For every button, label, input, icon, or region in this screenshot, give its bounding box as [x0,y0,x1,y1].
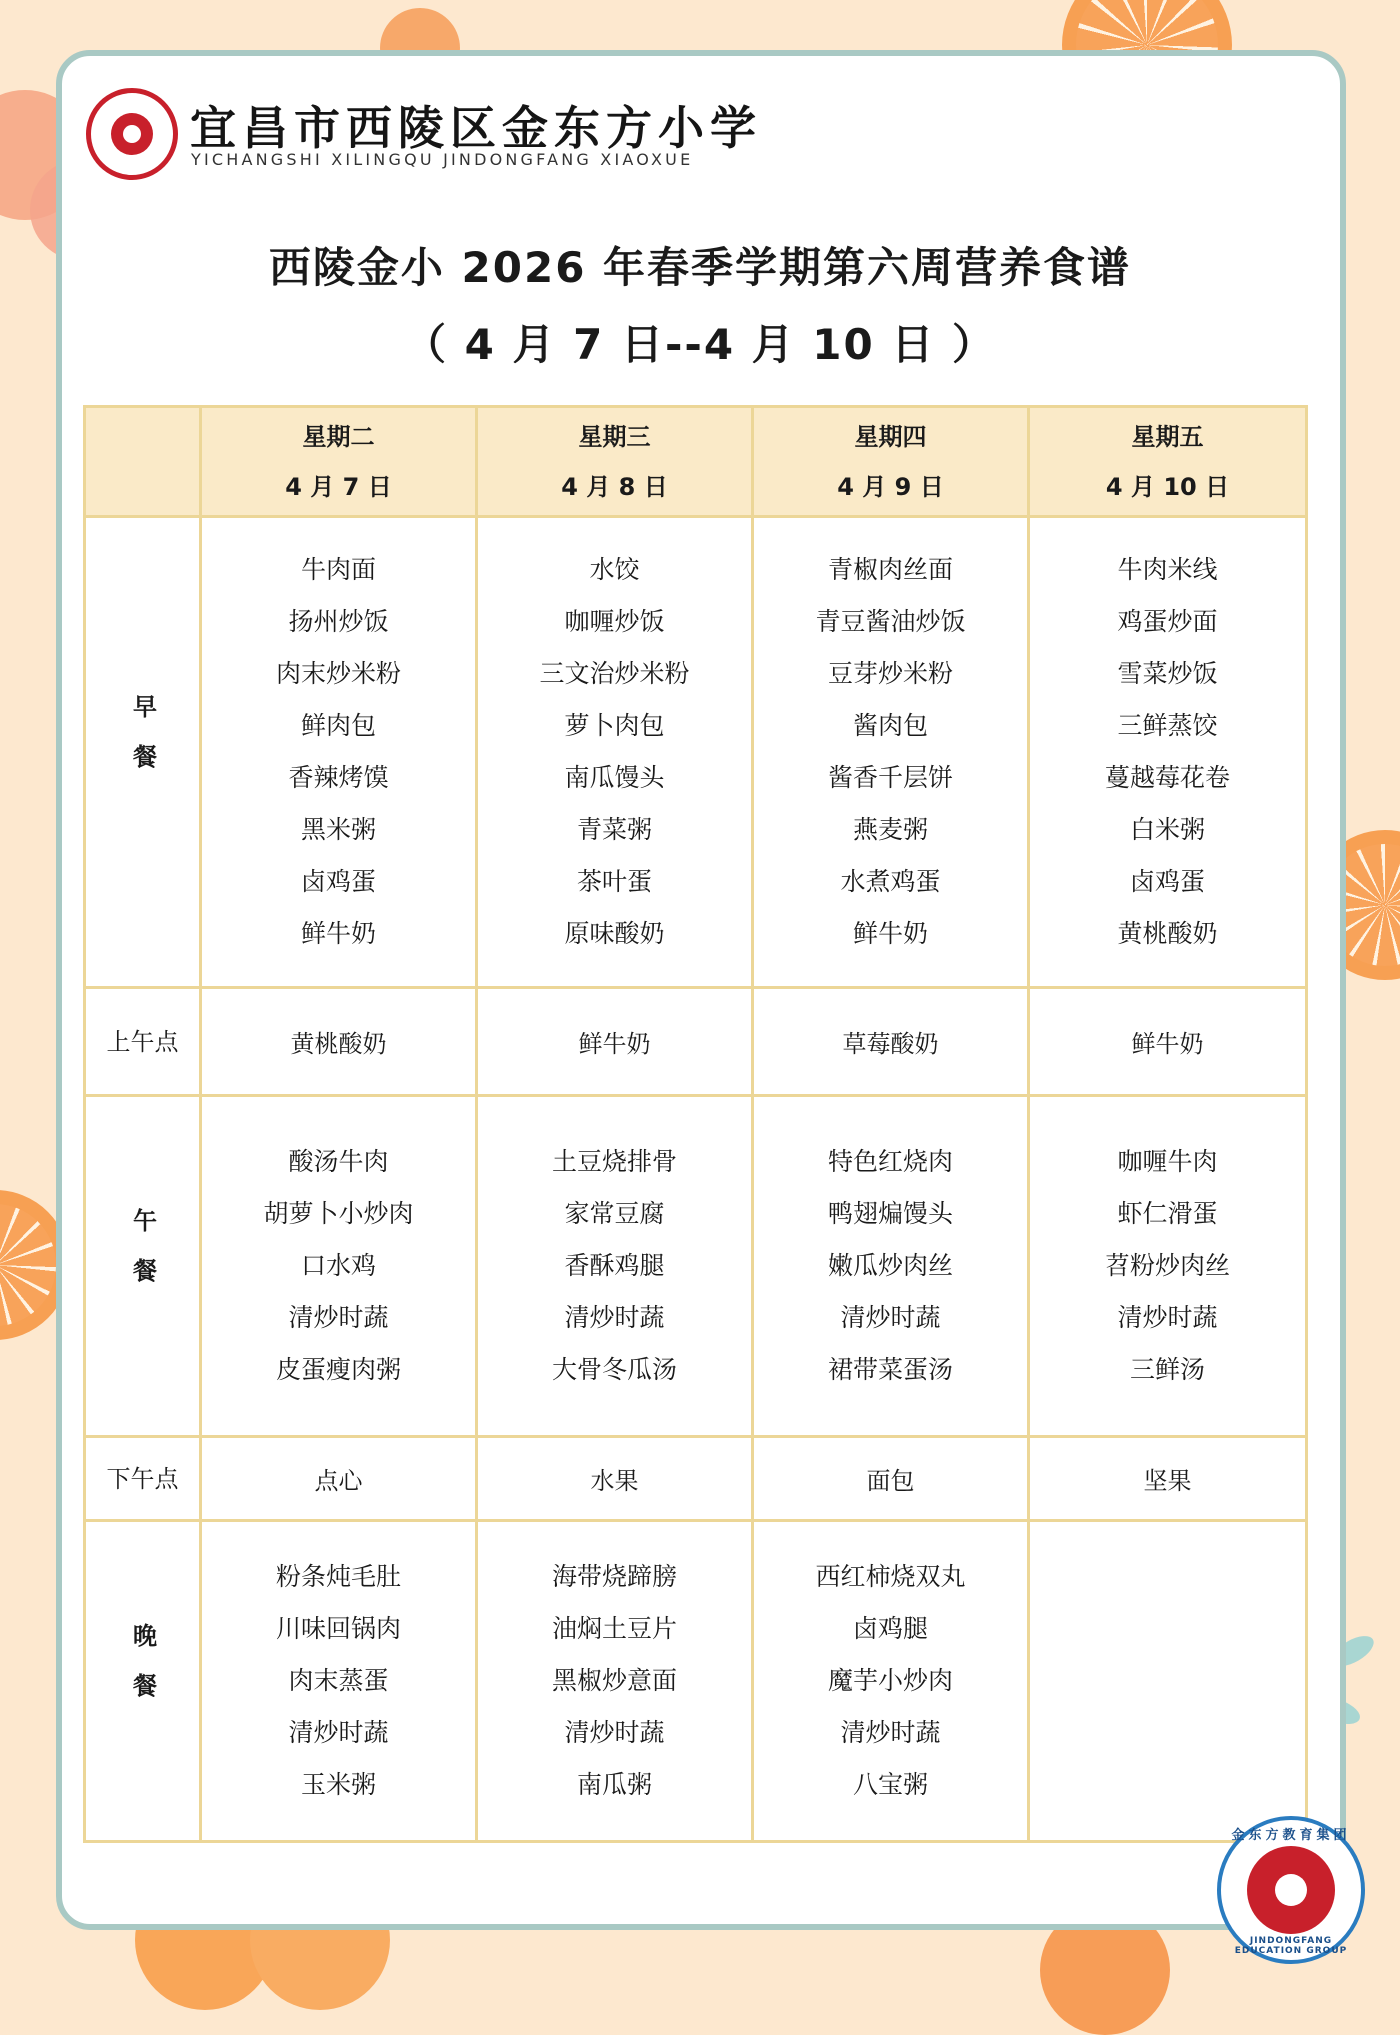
group-logo-icon [1247,1846,1335,1934]
dish: 青菜粥 [576,815,652,845]
dish: 清炒时蔬 [564,1303,665,1333]
group-logo [1217,1816,1365,1964]
snack-cell: 黄桃酸奶 [201,988,477,1096]
school-name-cn: 宜昌市西陵区金东方小学 [190,101,762,155]
dish-cell [477,517,753,988]
snack-cell: 点心 [201,1437,477,1521]
dish: 清炒时蔬 [840,1718,941,1748]
meal-label-text: 午餐 [128,1207,157,1308]
dish: 燕麦粥 [852,815,928,845]
meal-label-text: 晚餐 [128,1622,157,1723]
dish: 鲜牛奶 [300,919,376,949]
meal-label-breakfast [85,517,201,988]
dish: 牛肉面 [300,555,376,585]
day-weekday: 星期四 [854,422,927,451]
dish-cell [753,1096,1029,1437]
snack-cell: 鲜牛奶 [1029,988,1307,1096]
dinner-row [85,1521,1307,1842]
dish: 八宝粥 [852,1770,928,1800]
dish: 清炒时蔬 [288,1303,389,1333]
snack-cell: 草莓酸奶 [753,988,1029,1096]
dish: 口水鸡 [300,1251,376,1281]
snack-cell: 水果 [477,1437,753,1521]
header-corner [85,407,201,517]
dish: 酱香千层饼 [827,763,953,793]
dish: 蔓越莓花卷 [1104,763,1230,793]
meal-label-morning-snack: 上午点 [85,988,201,1096]
dish-cell [1029,1096,1307,1437]
dish: 卤鸡蛋 [1129,867,1205,897]
dish: 大骨冬瓜汤 [551,1355,677,1385]
dish: 鲜牛奶 [852,919,928,949]
dish: 水煮鸡蛋 [840,867,941,897]
day-date: 4 月 10 日 [1105,472,1230,501]
dish: 家常豆腐 [564,1199,665,1229]
school-logo [86,88,178,180]
lunch-row [85,1096,1307,1437]
dish-cell [753,517,1029,988]
day-weekday: 星期二 [302,422,375,451]
day-weekday: 星期三 [578,422,651,451]
dish: 清炒时蔬 [840,1303,941,1333]
dish: 香辣烤馍 [288,763,389,793]
dish: 清炒时蔬 [1117,1303,1218,1333]
day-date: 4 月 7 日 [285,472,392,501]
dish: 苕粉炒肉丝 [1104,1251,1230,1281]
day-header [201,407,477,517]
dish-cell [1029,1521,1307,1842]
group-logo-text-cn: 金东方教育集团 [1231,1828,1351,1843]
dish: 南瓜馒头 [564,763,665,793]
dish: 萝卜肉包 [564,711,665,741]
dish: 南瓜粥 [576,1770,652,1800]
dish: 黄桃酸奶 [1117,919,1218,949]
dish-cell [753,1521,1029,1842]
dish: 豆芽炒米粉 [827,659,953,689]
meal-label-dinner [85,1521,201,1842]
snack-cell: 坚果 [1029,1437,1307,1521]
meal-label-text: 早餐 [128,693,157,794]
dish: 黑椒炒意面 [551,1666,677,1696]
dish: 三鲜蒸饺 [1117,711,1218,741]
dish: 油焖土豆片 [551,1614,677,1644]
dish: 茶叶蛋 [576,867,652,897]
dish: 清炒时蔬 [288,1718,389,1748]
dish: 肉末炒米粉 [275,659,401,689]
dish: 粉条炖毛肚 [275,1562,401,1592]
dish-cell [477,1096,753,1437]
dish: 鸭翅煸馒头 [827,1199,953,1229]
group-logo-text-en: JINDONGFANG EDUCATION GROUP [1234,1936,1348,1956]
dish: 卤鸡腿 [852,1614,928,1644]
dish: 卤鸡蛋 [300,867,376,897]
dish: 裙带菜蛋汤 [827,1355,953,1385]
morning-snack-row [85,988,1307,1096]
dish-cell [201,1521,477,1842]
day-weekday: 星期五 [1131,422,1204,451]
breakfast-row [85,517,1307,988]
meal-label-lunch [85,1096,201,1437]
dish: 三鲜汤 [1129,1355,1205,1385]
dish: 青豆酱油炒饭 [815,607,966,637]
snack-cell: 面包 [753,1437,1029,1521]
dish: 白米粥 [1129,815,1205,845]
school-logo-icon [86,88,178,180]
day-date: 4 月 8 日 [561,472,668,501]
dish: 特色红烧肉 [827,1147,953,1177]
menu-title: 西陵金小 2026 年春季学期第六周营养食谱 [268,243,1132,292]
dish-cell [201,517,477,988]
menu-table [83,405,1308,1843]
dish: 肉末蒸蛋 [288,1666,389,1696]
dish-cell [201,1096,477,1437]
dish: 香酥鸡腿 [564,1251,665,1281]
dish: 鲜肉包 [300,711,376,741]
day-header [753,407,1029,517]
dish: 三文治炒米粉 [539,659,690,689]
dish: 青椒肉丝面 [827,555,953,585]
dish: 土豆烧排骨 [551,1147,677,1177]
dish: 鸡蛋炒面 [1117,607,1218,637]
snack-cell: 鲜牛奶 [477,988,753,1096]
dish: 原味酸奶 [564,919,665,949]
dish: 黑米粥 [300,815,376,845]
menu-date-range: （ 4 月 7 日--4 月 10 日 ） [404,320,996,369]
dish: 胡萝卜小炒肉 [263,1199,414,1229]
dish: 雪菜炒饭 [1117,659,1218,689]
dish: 川味回锅肉 [275,1614,401,1644]
afternoon-snack-row [85,1437,1307,1521]
meal-label-afternoon-snack: 下午点 [85,1437,201,1521]
dish: 西红柿烧双丸 [815,1562,966,1592]
dish: 水饺 [589,555,640,585]
dish: 牛肉米线 [1117,555,1218,585]
dish: 咖喱炒饭 [564,607,665,637]
dish: 嫩瓜炒肉丝 [827,1251,953,1281]
dish-cell [1029,517,1307,988]
dish: 酱肉包 [852,711,928,741]
dish: 玉米粥 [300,1770,376,1800]
dish: 酸汤牛肉 [288,1147,389,1177]
dish: 清炒时蔬 [564,1718,665,1748]
dish: 咖喱牛肉 [1117,1147,1218,1177]
day-header [1029,407,1307,517]
dish: 海带烧蹄膀 [551,1562,677,1592]
dish: 扬州炒饭 [288,607,389,637]
school-name-pinyin: YICHANGSHI XILINGQU JINDONGFANG XIAOXUE [191,150,694,169]
day-date: 4 月 9 日 [837,472,944,501]
dish-cell [477,1521,753,1842]
dish: 皮蛋瘦肉粥 [275,1355,401,1385]
dish: 魔芋小炒肉 [827,1666,953,1696]
dish: 虾仁滑蛋 [1117,1199,1218,1229]
day-header [477,407,753,517]
